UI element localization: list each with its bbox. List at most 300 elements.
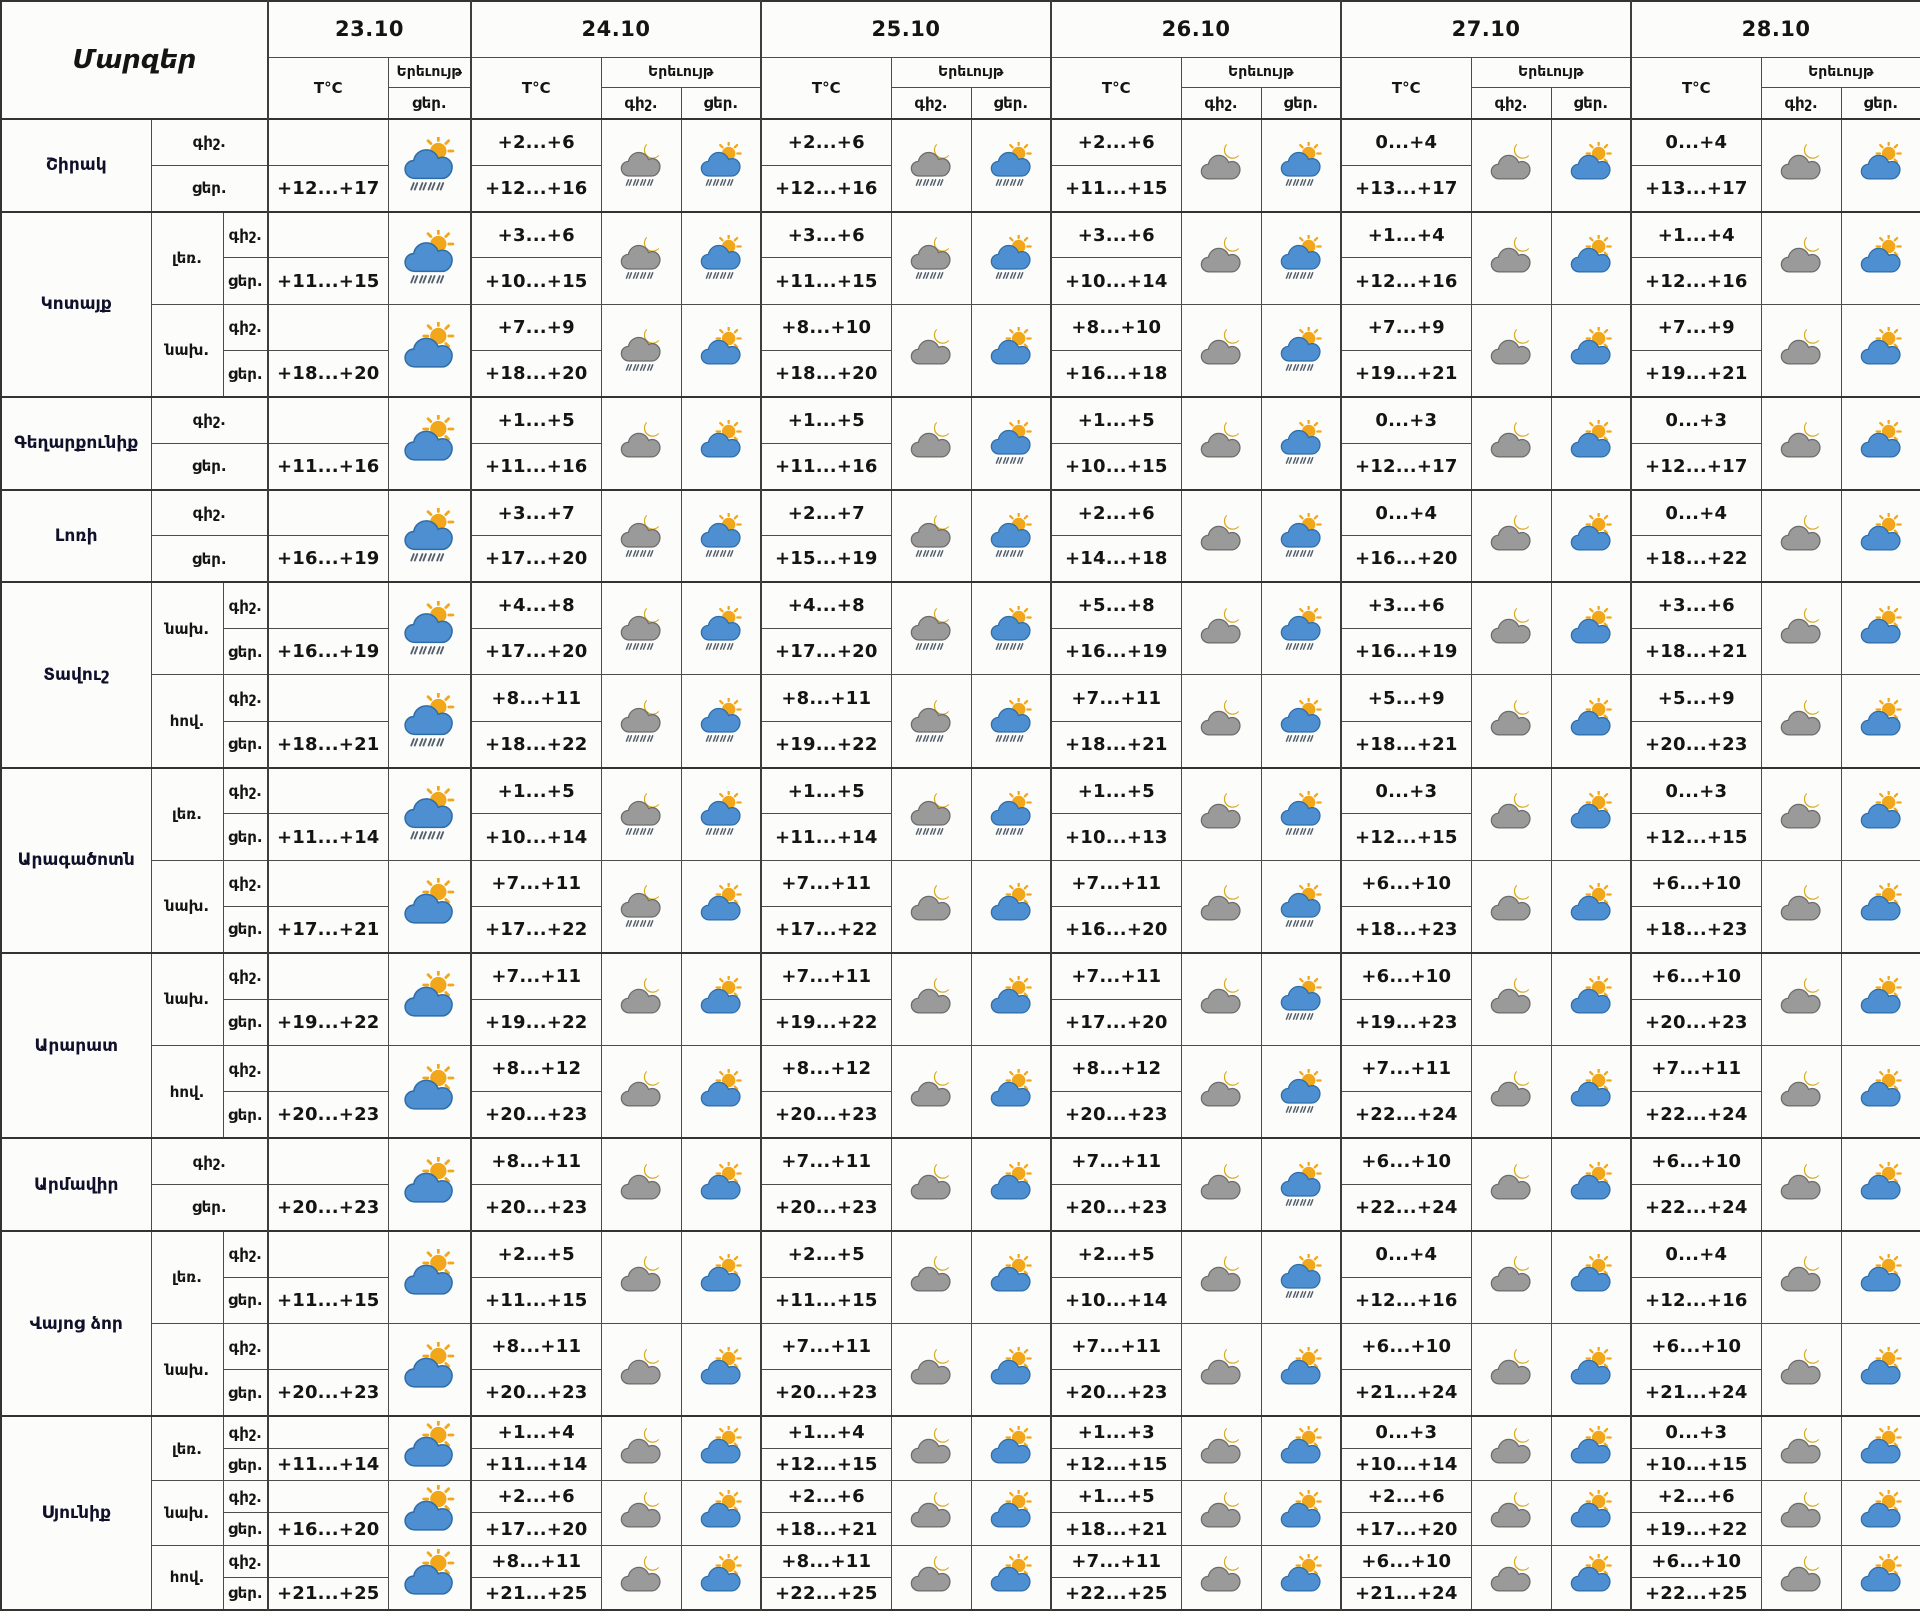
sun-cloud-icon — [1858, 1554, 1904, 1600]
day-temp-cell: +20...+23 — [1631, 721, 1761, 767]
day-temp-cell: +12...+17 — [268, 165, 388, 211]
day-row-label: ցեր. — [223, 1513, 268, 1545]
region-name: Շիրակ — [1, 119, 151, 212]
temp-column-header: T°C — [1631, 57, 1761, 119]
sun-cloud-rain-icon — [988, 791, 1034, 837]
night-temp-cell: +1...+4 — [471, 1416, 601, 1448]
day-temp-cell: +11...+14 — [761, 814, 891, 860]
weather-icon-cell — [601, 119, 681, 212]
weather-icon-cell — [1841, 1324, 1920, 1417]
weather-icon-cell — [601, 768, 681, 861]
night-temp-cell: +2...+6 — [1051, 119, 1181, 165]
night-row-label: գիշ. — [223, 212, 268, 258]
weather-icon-cell — [1181, 675, 1261, 768]
night-temp-cell-empty — [268, 490, 388, 536]
weather-icon-cell — [1261, 1324, 1341, 1417]
moon-cloud-icon — [1198, 1347, 1244, 1393]
moon-cloud-icon — [1198, 1554, 1244, 1600]
night-temp-cell: +7...+11 — [1341, 1046, 1471, 1092]
day-temp-cell: +10...+15 — [471, 258, 601, 304]
weather-icon-cell — [1761, 582, 1841, 675]
moon-cloud-icon — [1198, 1254, 1244, 1300]
night-temp-cell: +1...+5 — [471, 397, 601, 443]
day-temp-cell: +11...+15 — [761, 258, 891, 304]
weather-icon-cell — [681, 304, 761, 397]
night-temp-cell: +7...+11 — [761, 1324, 891, 1370]
sun-cloud-icon — [988, 1162, 1034, 1208]
moon-cloud-icon — [1778, 420, 1824, 466]
weather-icon-cell — [1181, 119, 1261, 212]
day-temp-cell: +17...+22 — [761, 907, 891, 953]
night-temp-cell: +7...+11 — [1051, 1324, 1181, 1370]
weather-icon-cell — [388, 768, 471, 861]
day-temp-cell: +11...+14 — [268, 814, 388, 860]
night-temp-cell: +6...+10 — [1631, 1324, 1761, 1370]
weather-icon-cell — [1261, 1481, 1341, 1545]
moon-cloud-icon — [1488, 698, 1534, 744]
weather-icon-cell — [971, 582, 1051, 675]
day-temp-cell: +12...+17 — [1631, 443, 1761, 489]
sun-cloud-icon — [1568, 791, 1614, 837]
sun-cloud-icon — [1858, 513, 1904, 559]
day-temp-cell: +12...+15 — [761, 1448, 891, 1480]
weather-icon-cell — [1551, 1481, 1631, 1545]
phenomenon-column-header: Երեւույթ — [1181, 57, 1341, 87]
night-temp-cell: 0...+3 — [1341, 768, 1471, 814]
moon-cloud-icon — [618, 1069, 664, 1115]
weather-icon-cell — [1551, 1416, 1631, 1480]
sun-cloud-rain-icon — [698, 606, 744, 652]
sun-cloud-icon — [1568, 420, 1614, 466]
night-temp-cell-empty — [268, 1231, 388, 1277]
day-temp-cell: +17...+20 — [1051, 999, 1181, 1045]
sun-cloud-icon — [1858, 698, 1904, 744]
day-temp-cell: +16...+20 — [268, 1513, 388, 1545]
night-temp-cell: +7...+11 — [1051, 953, 1181, 999]
day-row-label: ցեր. — [223, 1448, 268, 1480]
moon-cloud-icon — [1778, 883, 1824, 929]
day-temp-cell: +16...+20 — [1341, 536, 1471, 582]
moon-cloud-icon — [618, 1254, 664, 1300]
night-temp-cell: +5...+9 — [1631, 675, 1761, 721]
sun-cloud-icon — [698, 420, 744, 466]
moon-cloud-rain-icon — [908, 791, 954, 837]
moon-cloud-icon — [1488, 883, 1534, 929]
sun-cloud-icon — [1568, 698, 1614, 744]
phenomenon-column-header: Երեւույթ — [601, 57, 761, 87]
sun-cloud-icon — [1568, 883, 1614, 929]
night-temp-cell: +8...+11 — [471, 1545, 601, 1577]
moon-cloud-icon — [1488, 1069, 1534, 1115]
day-temp-cell: +18...+21 — [1341, 721, 1471, 767]
day-temp-cell: +11...+15 — [471, 1277, 601, 1323]
sun-cloud-icon — [698, 883, 744, 929]
day-row-label: ցեր. — [151, 443, 268, 489]
day-temp-cell: +11...+15 — [268, 258, 388, 304]
night-temp-cell: +6...+10 — [1631, 953, 1761, 999]
night-temp-cell-empty — [268, 675, 388, 721]
moon-cloud-icon — [1198, 142, 1244, 188]
day-row-label: ցեր. — [223, 1370, 268, 1416]
weather-icon-cell — [1471, 1324, 1551, 1417]
weather-icon-cell — [971, 1545, 1051, 1610]
night-temp-cell: +5...+8 — [1051, 582, 1181, 628]
weather-icon-cell — [1761, 119, 1841, 212]
day-temp-cell: +22...+24 — [1631, 1185, 1761, 1231]
weather-icon-cell — [388, 304, 471, 397]
sun-cloud-icon — [1858, 1347, 1904, 1393]
sun-cloud-rain-icon — [401, 601, 457, 657]
night-temp-cell: +7...+9 — [471, 304, 601, 350]
sun-cloud-icon — [401, 878, 457, 934]
weather-icon-cell — [601, 1138, 681, 1231]
weather-icon-cell — [891, 490, 971, 583]
night-temp-cell: +1...+4 — [761, 1416, 891, 1448]
weather-icon-cell — [891, 1481, 971, 1545]
weather-icon-cell — [1471, 768, 1551, 861]
weather-icon-cell — [1471, 1046, 1551, 1139]
night-temp-cell-empty — [268, 212, 388, 258]
weather-icon-cell — [1181, 304, 1261, 397]
weather-icon-cell — [1471, 490, 1551, 583]
weather-icon-cell — [1181, 1416, 1261, 1480]
weather-icon-cell — [1761, 1138, 1841, 1231]
day-temp-cell: +22...+25 — [1051, 1577, 1181, 1610]
sun-cloud-icon — [698, 1254, 744, 1300]
moon-cloud-rain-icon — [908, 142, 954, 188]
weather-icon-cell — [891, 304, 971, 397]
day-temp-cell: +18...+23 — [1631, 907, 1761, 953]
weather-icon-cell — [1181, 1046, 1261, 1139]
moon-cloud-icon — [1198, 513, 1244, 559]
weather-icon-cell — [1761, 768, 1841, 861]
weather-icon-cell — [1261, 1231, 1341, 1324]
weather-icon-cell — [388, 1231, 471, 1324]
night-temp-cell: +1...+5 — [761, 397, 891, 443]
day-temp-cell: +12...+16 — [1341, 1277, 1471, 1323]
sun-cloud-icon — [1278, 1426, 1324, 1472]
night-subcolumn-header: գիշ. — [1761, 87, 1841, 119]
zone-label: լեռ. — [151, 1416, 223, 1480]
day-row-label: ցեր. — [151, 165, 268, 211]
temp-column-header: T°C — [1341, 57, 1471, 119]
moon-cloud-icon — [908, 1490, 954, 1536]
moon-cloud-icon — [908, 883, 954, 929]
date-header: 24.10 — [471, 1, 761, 57]
weather-icon-cell — [1261, 212, 1341, 305]
sun-cloud-rain-icon — [988, 420, 1034, 466]
weather-icon-cell — [891, 1138, 971, 1231]
night-temp-cell-empty — [268, 1545, 388, 1577]
day-temp-cell: +19...+22 — [1631, 1513, 1761, 1545]
sun-cloud-rain-icon — [1278, 1069, 1324, 1115]
weather-icon-cell — [971, 490, 1051, 583]
day-temp-cell: +17...+20 — [471, 629, 601, 675]
moon-cloud-icon — [1488, 791, 1534, 837]
night-temp-cell: 0...+3 — [1341, 397, 1471, 443]
night-temp-cell: +2...+6 — [471, 1481, 601, 1513]
sun-cloud-icon — [1278, 1554, 1324, 1600]
sun-cloud-rain-icon — [401, 230, 457, 286]
day-temp-cell: +20...+23 — [471, 1185, 601, 1231]
sun-cloud-icon — [698, 976, 744, 1022]
zone-label: նախ. — [151, 860, 223, 953]
table-body — [1, 119, 1920, 1610]
weather-icon-cell — [891, 397, 971, 490]
sun-cloud-icon — [1568, 142, 1614, 188]
weather-icon-cell — [971, 1324, 1051, 1417]
night-subcolumn-header: գիշ. — [601, 87, 681, 119]
day-temp-cell: +14...+18 — [1051, 536, 1181, 582]
night-temp-cell: +6...+10 — [1631, 1545, 1761, 1577]
day-temp-cell: +21...+24 — [1631, 1370, 1761, 1416]
weather-icon-cell — [681, 1231, 761, 1324]
weather-icon-cell — [388, 1416, 471, 1480]
sun-cloud-icon — [1858, 142, 1904, 188]
weather-icon-cell — [1551, 1138, 1631, 1231]
day-row-label: ցեր. — [223, 629, 268, 675]
night-row-label: գիշ. — [223, 768, 268, 814]
moon-cloud-rain-icon — [618, 791, 664, 837]
night-row-label: գիշ. — [223, 1046, 268, 1092]
weather-icon-cell — [891, 1231, 971, 1324]
night-row-label: գիշ. — [223, 860, 268, 906]
night-temp-cell: +2...+6 — [1051, 490, 1181, 536]
moon-cloud-icon — [1488, 1254, 1534, 1300]
weather-icon-cell — [1181, 582, 1261, 675]
night-temp-cell: +3...+6 — [1631, 582, 1761, 628]
day-temp-cell: +20...+23 — [268, 1092, 388, 1138]
moon-cloud-icon — [1488, 976, 1534, 1022]
sun-cloud-rain-icon — [1278, 327, 1324, 373]
weather-icon-cell — [681, 860, 761, 953]
day-row-label: ցեր. — [223, 258, 268, 304]
weather-icon-cell — [1261, 768, 1341, 861]
day-row-label: ցեր. — [151, 1185, 268, 1231]
night-temp-cell: +7...+11 — [1051, 675, 1181, 721]
weather-icon-cell — [891, 768, 971, 861]
weather-icon-cell — [388, 397, 471, 490]
night-temp-cell: +7...+11 — [761, 860, 891, 906]
sun-cloud-rain-icon — [1278, 142, 1324, 188]
night-temp-cell: +6...+10 — [1341, 1324, 1471, 1370]
weather-icon-cell — [1551, 675, 1631, 768]
sun-cloud-icon — [1278, 1490, 1324, 1536]
sun-cloud-icon — [1568, 1554, 1614, 1600]
sun-cloud-icon — [1568, 235, 1614, 281]
weather-icon-cell — [1841, 1545, 1920, 1610]
day-row-label: ցեր. — [223, 1577, 268, 1610]
sun-cloud-icon — [1858, 606, 1904, 652]
moon-cloud-icon — [1198, 883, 1244, 929]
moon-cloud-icon — [1778, 142, 1824, 188]
night-temp-cell: 0...+4 — [1341, 1231, 1471, 1277]
night-temp-cell: +8...+10 — [1051, 304, 1181, 350]
night-temp-cell: +7...+11 — [1631, 1046, 1761, 1092]
weather-icon-cell — [1261, 860, 1341, 953]
day-temp-cell: +11...+16 — [761, 443, 891, 489]
sun-cloud-icon — [1568, 327, 1614, 373]
zone-label: նախ. — [151, 582, 223, 675]
sun-cloud-icon — [698, 1554, 744, 1600]
weather-icon-cell — [1471, 582, 1551, 675]
phenomenon-column-header: Երեւույթ — [1761, 57, 1920, 87]
day-temp-cell: +19...+22 — [471, 999, 601, 1045]
day-temp-cell: +22...+24 — [1631, 1092, 1761, 1138]
night-temp-cell: +8...+12 — [761, 1046, 891, 1092]
night-temp-cell: 0...+3 — [1631, 397, 1761, 443]
weather-icon-cell — [1261, 1138, 1341, 1231]
temp-column-header: T°C — [471, 57, 601, 119]
zone-label: նախ. — [151, 1481, 223, 1545]
night-temp-cell: +3...+7 — [471, 490, 601, 536]
weather-icon-cell — [1761, 212, 1841, 305]
day-temp-cell: +12...+15 — [1341, 814, 1471, 860]
weather-icon-cell — [891, 675, 971, 768]
moon-cloud-icon — [1778, 606, 1824, 652]
night-temp-cell: +7...+11 — [1051, 1138, 1181, 1184]
night-row-label: գիշ. — [151, 119, 268, 165]
weather-icon-cell — [1471, 1545, 1551, 1610]
weather-icon-cell — [1471, 397, 1551, 490]
day-temp-cell: +12...+15 — [1051, 1448, 1181, 1480]
weather-icon-cell — [601, 1545, 681, 1610]
weather-icon-cell — [971, 1416, 1051, 1480]
day-subcolumn-header: ցեր. — [1261, 87, 1341, 119]
night-temp-cell-empty — [268, 953, 388, 999]
moon-cloud-icon — [1198, 1490, 1244, 1536]
temp-column-header: T°C — [1051, 57, 1181, 119]
weather-icon-cell — [1551, 1231, 1631, 1324]
weather-icon-cell — [388, 119, 471, 212]
moon-cloud-rain-icon — [908, 606, 954, 652]
weather-icon-cell — [681, 119, 761, 212]
weather-icon-cell — [1841, 675, 1920, 768]
night-temp-cell: +6...+10 — [1341, 953, 1471, 999]
night-temp-cell: +7...+11 — [471, 860, 601, 906]
day-subcolumn-header: ցեր. — [388, 87, 471, 119]
weather-icon-cell — [1841, 1046, 1920, 1139]
weather-icon-cell — [601, 490, 681, 583]
weather-icon-cell — [388, 212, 471, 305]
weather-icon-cell — [1181, 953, 1261, 1046]
sun-cloud-icon — [988, 883, 1034, 929]
night-row-label: գիշ. — [151, 490, 268, 536]
zone-label: նախ. — [151, 304, 223, 397]
weather-icon-cell — [388, 860, 471, 953]
day-temp-cell: +10...+13 — [1051, 814, 1181, 860]
night-temp-cell: +1...+4 — [1341, 212, 1471, 258]
sun-cloud-icon — [1278, 1347, 1324, 1393]
weather-icon-cell — [1551, 490, 1631, 583]
moon-cloud-icon — [908, 1554, 954, 1600]
weather-icon-cell — [971, 1046, 1051, 1139]
moon-cloud-icon — [1198, 327, 1244, 373]
weather-icon-cell — [601, 397, 681, 490]
moon-cloud-icon — [1778, 1162, 1824, 1208]
night-row-label: գիշ. — [223, 1231, 268, 1277]
day-temp-cell: +10...+14 — [471, 814, 601, 860]
weather-icon-cell — [1551, 397, 1631, 490]
night-temp-cell: 0...+3 — [1631, 768, 1761, 814]
day-subcolumn-header: ցեր. — [971, 87, 1051, 119]
weather-icon-cell — [1761, 675, 1841, 768]
sun-cloud-icon — [698, 1069, 744, 1115]
sun-cloud-icon — [988, 976, 1034, 1022]
weather-icon-cell — [1551, 1324, 1631, 1417]
night-temp-cell: 0...+3 — [1341, 1416, 1471, 1448]
zone-label: նախ. — [151, 1324, 223, 1417]
night-temp-cell: +2...+5 — [1051, 1231, 1181, 1277]
weather-icon-cell — [601, 675, 681, 768]
moon-cloud-rain-icon — [908, 698, 954, 744]
day-temp-cell: +12...+16 — [1341, 258, 1471, 304]
moon-cloud-icon — [1198, 1069, 1244, 1115]
day-temp-cell: +16...+19 — [1051, 629, 1181, 675]
night-temp-cell-empty — [268, 1046, 388, 1092]
sun-cloud-icon — [1858, 327, 1904, 373]
weather-icon-cell — [1471, 675, 1551, 768]
weather-icon-cell — [1841, 304, 1920, 397]
sun-cloud-icon — [401, 1342, 457, 1398]
moon-cloud-icon — [908, 1069, 954, 1115]
weather-icon-cell — [1261, 119, 1341, 212]
night-row-label: գիշ. — [223, 1416, 268, 1448]
moon-cloud-icon — [1778, 1069, 1824, 1115]
moon-cloud-rain-icon — [908, 235, 954, 281]
weather-icon-cell — [388, 1481, 471, 1545]
moon-cloud-icon — [908, 327, 954, 373]
night-subcolumn-header: գիշ. — [1181, 87, 1261, 119]
weather-icon-cell — [681, 1046, 761, 1139]
sun-cloud-rain-icon — [698, 235, 744, 281]
moon-cloud-icon — [1778, 976, 1824, 1022]
weather-icon-cell — [971, 304, 1051, 397]
sun-cloud-icon — [1858, 420, 1904, 466]
weather-icon-cell — [1261, 1545, 1341, 1610]
night-temp-cell: 0...+4 — [1341, 119, 1471, 165]
weather-icon-cell — [1841, 1481, 1920, 1545]
night-row-label: գիշ. — [223, 1481, 268, 1513]
region-name: Վայոց ձոր — [1, 1231, 151, 1416]
night-temp-cell: +8...+11 — [761, 675, 891, 721]
sun-cloud-rain-icon — [1278, 976, 1324, 1022]
weather-icon-cell — [1261, 675, 1341, 768]
weather-icon-cell — [388, 953, 471, 1046]
weather-icon-cell — [1761, 1324, 1841, 1417]
moon-cloud-icon — [1488, 327, 1534, 373]
weather-icon-cell — [1261, 953, 1341, 1046]
weather-icon-cell — [1551, 119, 1631, 212]
moon-cloud-icon — [908, 420, 954, 466]
night-temp-cell: +8...+11 — [761, 1545, 891, 1577]
date-header: 28.10 — [1631, 1, 1920, 57]
night-temp-cell: +5...+9 — [1341, 675, 1471, 721]
moon-cloud-rain-icon — [618, 327, 664, 373]
weather-icon-cell — [1471, 953, 1551, 1046]
day-subcolumn-header: ցեր. — [1551, 87, 1631, 119]
weather-icon-cell — [971, 1481, 1051, 1545]
moon-cloud-icon — [618, 420, 664, 466]
moon-cloud-rain-icon — [618, 142, 664, 188]
night-temp-cell: +6...+10 — [1341, 860, 1471, 906]
night-row-label: գիշ. — [223, 675, 268, 721]
zone-label: հով. — [151, 1046, 223, 1139]
date-header: 25.10 — [761, 1, 1051, 57]
day-temp-cell: +19...+22 — [761, 999, 891, 1045]
weather-icon-cell — [1551, 768, 1631, 861]
moon-cloud-icon — [1488, 1554, 1534, 1600]
